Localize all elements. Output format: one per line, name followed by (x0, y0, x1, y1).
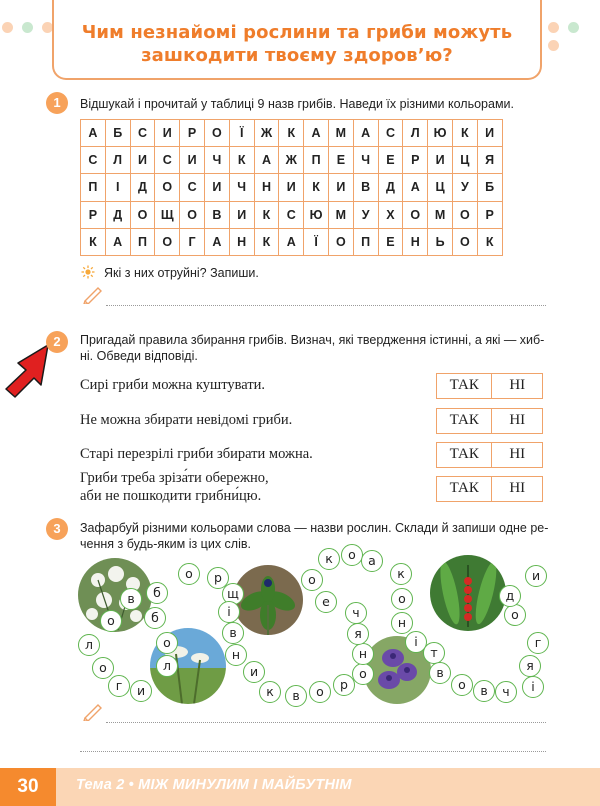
page-number: 30 (0, 768, 56, 806)
answer-box-3 (436, 442, 543, 468)
grid-cell[interactable]: К (477, 228, 502, 255)
answer-line-task3-2[interactable] (80, 751, 546, 752)
letter-circle[interactable]: в (285, 685, 307, 707)
grid-cell[interactable]: У (452, 174, 477, 201)
grid-cell[interactable]: А (279, 228, 304, 255)
pencil-icon (82, 284, 104, 309)
grid-cell[interactable]: Е (378, 228, 403, 255)
grid-cell[interactable]: И (279, 174, 304, 201)
grid-cell[interactable]: Ю (304, 201, 329, 228)
letter-circle[interactable]: і (218, 601, 240, 623)
grid-cell[interactable]: О (452, 201, 477, 228)
task2-instruction-line1: Пригадай правила збирання грибів. Визнач, які твердження істинні, а які — хиб- (80, 333, 545, 347)
letter-circle[interactable]: о (451, 674, 473, 696)
grid-cell[interactable]: А (304, 120, 329, 147)
grid-cell[interactable]: К (254, 228, 279, 255)
page-title (54, 0, 540, 67)
letter-circle[interactable]: о (301, 569, 323, 591)
letter-circle[interactable]: ч (495, 681, 517, 703)
task1-instruction: Відшукай і прочитай у таблиці 9 назв грибів. Наведи їх різними кольорами. (80, 97, 515, 111)
grid-cell[interactable]: Д (130, 174, 155, 201)
page-title-line2: зашкодити твоєму здоров’ю? (141, 45, 453, 66)
letter-circle[interactable]: р (207, 567, 229, 589)
pencil-icon (82, 701, 104, 726)
grid-cell[interactable]: Б (105, 120, 130, 147)
letter-circle[interactable]: в (120, 588, 142, 610)
grid-cell[interactable]: П (130, 228, 155, 255)
grid-cell[interactable]: Л (105, 147, 130, 174)
letter-circle[interactable]: к (390, 563, 412, 585)
letter-circle[interactable]: т (423, 642, 445, 664)
task1-question: Які з них отруйні? Запиши. (104, 266, 259, 280)
grid-cell[interactable]: Ь (428, 228, 453, 255)
grid-cell[interactable]: С (378, 120, 403, 147)
grid-cell[interactable]: Д (378, 174, 403, 201)
grid-cell[interactable]: К (279, 120, 304, 147)
letter-circle[interactable]: о (92, 657, 114, 679)
statement-4-line2: аби не пошкодити грибни́цю. (80, 488, 262, 504)
letter-circle[interactable]: е (315, 591, 337, 613)
grid-cell[interactable]: Д (105, 201, 130, 228)
grid-cell[interactable]: Ч (229, 174, 254, 201)
letter-circle[interactable]: д (499, 585, 521, 607)
task2-number: 2 (46, 331, 68, 353)
letter-circle[interactable]: г (108, 675, 130, 697)
grid-cell[interactable]: И (155, 120, 180, 147)
grid-cell[interactable]: О (155, 174, 180, 201)
grid-cell[interactable]: Ц (452, 147, 477, 174)
decorative-dots-right (548, 20, 600, 56)
letter-circle[interactable]: о (100, 610, 122, 632)
grid-cell[interactable]: Ю (428, 120, 453, 147)
red-arrow-icon (4, 343, 50, 406)
grid-cell[interactable]: Р (81, 201, 106, 228)
grid-cell[interactable]: К (304, 174, 329, 201)
word-search-grid (80, 119, 503, 256)
answer-no-3[interactable]: НІ (509, 446, 526, 462)
letter-circle[interactable]: я (347, 623, 369, 645)
letter-circle[interactable]: н (391, 612, 413, 634)
grid-cell[interactable]: У (353, 201, 378, 228)
task1-number: 1 (46, 92, 68, 114)
grid-cell[interactable]: М (328, 120, 353, 147)
grid-cell[interactable]: П (353, 228, 378, 255)
grid-cell[interactable]: Н (229, 228, 254, 255)
letter-circle[interactable]: б (144, 607, 166, 629)
grid-cell[interactable]: Н (403, 228, 428, 255)
grid-cell[interactable]: С (155, 147, 180, 174)
grid-cell[interactable]: Ж (279, 147, 304, 174)
grid-cell[interactable]: А (204, 228, 229, 255)
letter-circle[interactable]: о (352, 663, 374, 685)
answer-box-2 (436, 408, 543, 434)
grid-cell[interactable]: К (452, 120, 477, 147)
grid-cell[interactable]: Л (403, 120, 428, 147)
grid-cell[interactable]: Ч (204, 147, 229, 174)
letter-circle[interactable]: в (473, 680, 495, 702)
grid-cell[interactable]: Я (477, 147, 502, 174)
grid-cell[interactable]: С (81, 147, 106, 174)
statement-2-text: Не можна збирати невідомі гриби. (80, 412, 293, 428)
grid-cell[interactable]: Б (477, 174, 502, 201)
grid-cell[interactable]: С (130, 120, 155, 147)
statement-4-line1: Гриби треба зріза́ти обережно, (80, 470, 269, 486)
letter-circle[interactable]: в (429, 662, 451, 684)
grid-cell[interactable]: М (428, 201, 453, 228)
answer-no-1[interactable]: НІ (509, 377, 526, 393)
grid-cell[interactable]: Ж (254, 120, 279, 147)
lily-of-valley-berries-photo (430, 555, 506, 631)
grid-cell[interactable]: Ї (304, 228, 329, 255)
grid-row (81, 228, 503, 255)
letter-circle[interactable]: о (341, 544, 363, 566)
grid-cell[interactable]: О (204, 120, 229, 147)
letter-circle[interactable]: и (130, 680, 152, 702)
grid-cell[interactable]: Е (328, 147, 353, 174)
letter-circle[interactable]: а (361, 550, 383, 572)
grid-cell[interactable]: С (180, 174, 205, 201)
grid-cell[interactable]: А (254, 147, 279, 174)
statement-4 (80, 469, 269, 505)
grid-cell[interactable]: П (81, 174, 106, 201)
grid-cell[interactable]: С (279, 201, 304, 228)
letter-circle[interactable]: н (352, 643, 374, 665)
grid-cell[interactable]: Х (378, 201, 403, 228)
grid-cell[interactable]: М (328, 201, 353, 228)
grid-cell[interactable]: П (304, 147, 329, 174)
answer-yes-3[interactable]: ТАК (437, 443, 492, 467)
task2-instruction (80, 332, 544, 364)
letter-circle[interactable]: о (309, 681, 331, 703)
grid-cell[interactable]: Ї (229, 120, 254, 147)
task3-instruction-line2: чення з будь-яким із цих слів. (80, 537, 251, 551)
letter-circle[interactable]: ч (345, 602, 367, 624)
grid-cell[interactable]: Р (477, 201, 502, 228)
statement-2 (80, 411, 292, 429)
grid-cell[interactable]: Р (180, 120, 205, 147)
page-title-box (52, 0, 542, 80)
grid-cell[interactable]: И (204, 174, 229, 201)
letter-circle[interactable]: о (504, 604, 526, 626)
grid-cell[interactable]: О (452, 228, 477, 255)
grid-cell[interactable]: Щ (155, 201, 180, 228)
grid-cell[interactable]: А (403, 174, 428, 201)
grid-cell[interactable]: И (180, 147, 205, 174)
answer-no-4[interactable]: НІ (509, 480, 526, 496)
footer-topic: Тема 2 • МІЖ МИНУЛИМ І МАЙБУТНІМ (76, 777, 352, 793)
answer-box-1 (436, 373, 543, 399)
statement-3-text: Старі перезрілі гриби збирати можна. (80, 446, 313, 462)
grid-cell[interactable]: Р (403, 147, 428, 174)
grid-cell[interactable]: Ц (428, 174, 453, 201)
statement-1-text: Сирі гриби можна куштувати. (80, 377, 266, 393)
grid-cell[interactable]: О (155, 228, 180, 255)
statement-1 (80, 376, 265, 394)
letter-circle[interactable]: н (225, 644, 247, 666)
task2-instruction-line2: ні. Обведи відповіді. (80, 349, 198, 363)
paris-plant-photo (233, 565, 303, 635)
letter-circle[interactable]: в (222, 622, 244, 644)
letter-circle[interactable]: р (333, 674, 355, 696)
page-title-line1: Чим незнайомі рослини та гриби можуть (81, 22, 513, 43)
task3-instruction (80, 520, 548, 552)
letter-circle[interactable]: л (78, 634, 100, 656)
grid-cell[interactable]: І (105, 174, 130, 201)
grid-cell[interactable]: И (477, 120, 502, 147)
grid-cell[interactable]: К (229, 147, 254, 174)
letter-circle[interactable]: к (318, 548, 340, 570)
letter-circle[interactable]: л (156, 655, 178, 677)
grid-row (81, 147, 503, 174)
grid-cell[interactable]: К (81, 228, 106, 255)
grid-cell[interactable]: О (130, 201, 155, 228)
letter-circle[interactable]: к (259, 681, 281, 703)
letter-circle[interactable]: б (146, 582, 168, 604)
grid-cell[interactable]: Н (254, 174, 279, 201)
answer-line-task3-1[interactable] (106, 722, 546, 723)
grid-cell[interactable]: И (130, 147, 155, 174)
task3-instruction-line1: Зафарбуй різними кольорами слова — назви рослин. Склади й запиши одне ре- (80, 521, 549, 535)
grid-row (81, 174, 503, 201)
grid-cell[interactable]: О (180, 201, 205, 228)
grid-cell[interactable]: И (229, 201, 254, 228)
letter-circle[interactable]: о (391, 588, 413, 610)
grid-cell[interactable]: О (403, 201, 428, 228)
answer-yes-4[interactable]: ТАК (437, 477, 492, 501)
letter-circle[interactable]: о (178, 563, 200, 585)
letter-circle[interactable]: я (519, 655, 541, 677)
letter-circle[interactable]: и (525, 565, 547, 587)
grid-cell[interactable]: К (254, 201, 279, 228)
answer-line-task1[interactable] (106, 305, 546, 306)
grid-cell[interactable]: В (353, 174, 378, 201)
grid-cell[interactable]: А (81, 120, 106, 147)
answer-no-2[interactable]: НІ (509, 412, 526, 428)
answer-yes-2[interactable]: ТАК (437, 409, 492, 433)
task3-number: 3 (46, 518, 68, 540)
grid-cell[interactable]: О (328, 228, 353, 255)
letter-circle[interactable]: і (405, 631, 427, 653)
answer-box-4 (436, 476, 543, 502)
letter-circle[interactable]: и (243, 661, 265, 683)
grid-row (81, 201, 503, 228)
grid-cell[interactable]: В (204, 201, 229, 228)
letter-circle[interactable]: г (527, 632, 549, 654)
letter-circle[interactable]: і (522, 676, 544, 698)
grid-cell[interactable]: И (328, 174, 353, 201)
letter-circle[interactable]: о (156, 632, 178, 654)
letter-circle[interactable]: щ (222, 583, 244, 605)
grid-cell[interactable]: А (353, 120, 378, 147)
grid-cell[interactable]: А (105, 228, 130, 255)
grid-row (81, 120, 503, 147)
grid-cell[interactable]: Ч (353, 147, 378, 174)
grid-cell[interactable]: И (428, 147, 453, 174)
grid-cell[interactable]: Г (180, 228, 205, 255)
sun-icon (81, 265, 95, 279)
answer-yes-1[interactable]: ТАК (437, 374, 492, 398)
grid-cell[interactable]: Е (378, 147, 403, 174)
statement-3 (80, 445, 313, 463)
